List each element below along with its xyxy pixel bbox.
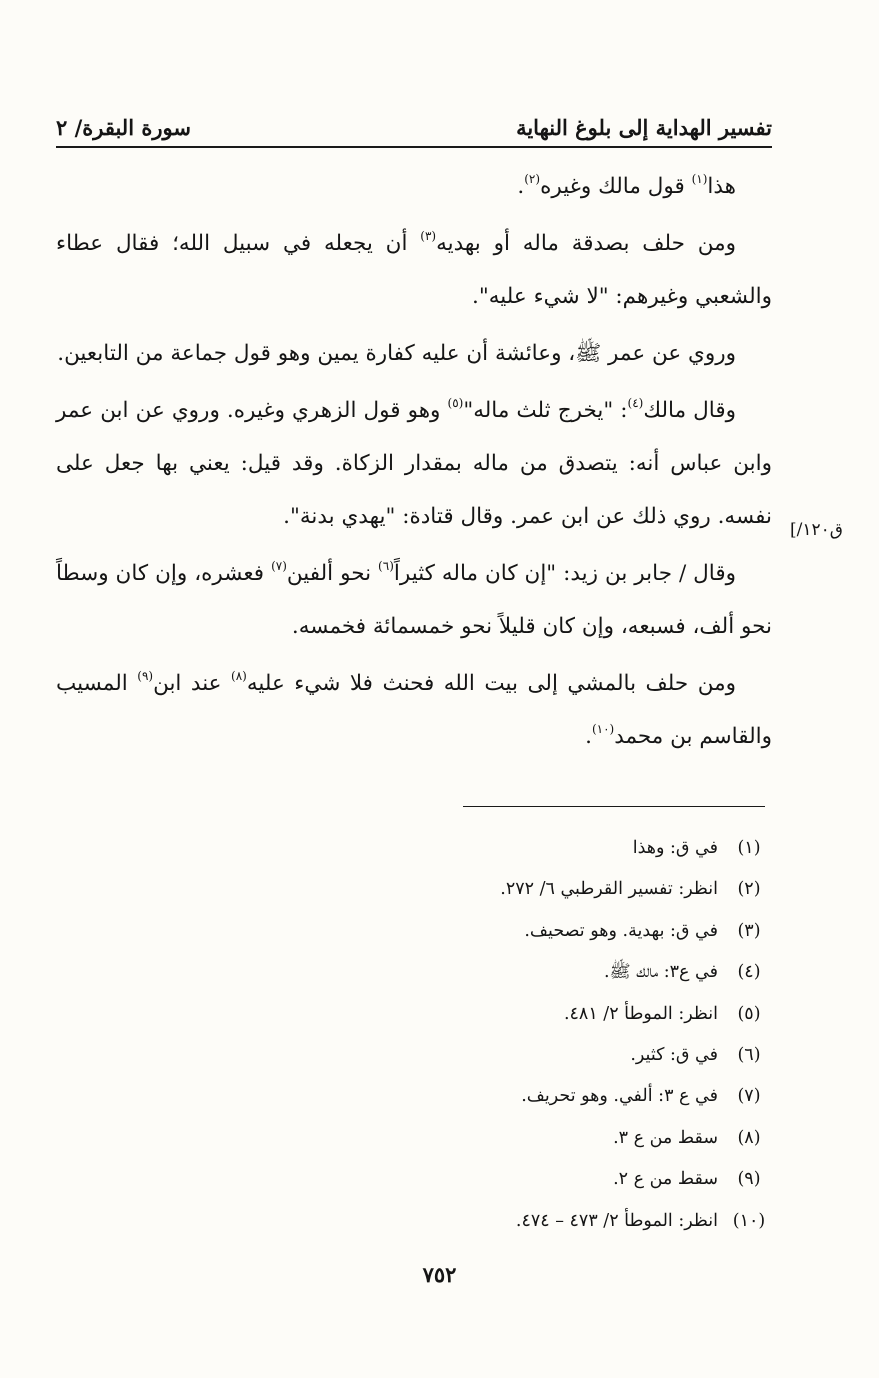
main-text — [56, 160, 772, 767]
footnote-text: في ع٣: مالك ﷺ. — [603, 962, 718, 983]
footnote-number: (٢) — [737, 879, 761, 900]
footnote-number: (٨) — [737, 1127, 761, 1148]
paragraph-2: ومن حلف بصدقة ماله أو بهديه$^{(٣)}$ أن يجعله في سبيل الله؛ فقال عطاء والشعبي وغيرهم: "لا شيء عليه". — [56, 229, 772, 309]
footnote-ref-7: (٧) — [271, 559, 287, 573]
footnote-item — [56, 869, 772, 910]
running-header — [56, 100, 772, 140]
footnote-number: (٦) — [737, 1045, 761, 1066]
footnote-separator — [463, 806, 765, 807]
footnote-item — [56, 1201, 772, 1242]
surah-title: سورة البقرة/ ٢ — [56, 115, 191, 140]
footnote-item — [56, 1118, 772, 1159]
footnote-text: سقط من ع ٣. — [613, 1127, 718, 1148]
manuscript-folio-marker: ق١٢٠/] — [790, 520, 843, 540]
footnote-ref-6: (٦) — [378, 559, 394, 573]
footnote-item — [56, 1076, 772, 1117]
footnote-number: (١٠) — [732, 1210, 766, 1231]
footnote-number: (١) — [737, 838, 761, 858]
footnote-item — [56, 952, 772, 993]
footnote-text: انظر: الموطأ ٢/ ٤٧٣ – ٤٧٤. — [515, 1210, 718, 1231]
footnote-number: (٩) — [737, 1169, 761, 1190]
footnote-ref-1: (١) — [691, 172, 708, 186]
footnote-ref-5: (٥) — [447, 396, 464, 410]
footnote-text: انظر: الموطأ ٢/ ٤٨١. — [563, 1003, 718, 1024]
paragraph-4: وقال مالك$^{(٤)}$: "يخرج ثلث ماله"$^{(٥)}$ وهو قول الزهري وغيره. وروي عن ابن عمر وابن عباس أنه: يتصدق من ماله بمقدار الزكاة. وقد قيل: يعني بها جعل على نفسه. روي ذلك عن ابن عمر. وقال قتادة: "يهدي بدنة". — [56, 396, 772, 529]
paragraph-1: هذا$^{(١)}$ قول مالك وغيره$^{(٢)}$. — [517, 172, 736, 199]
footnote-ref-8: (٨) — [231, 669, 247, 683]
footnote-text: في ق: كثير. — [630, 1045, 718, 1066]
footnote-number: (٣) — [737, 920, 761, 941]
footnote-text: انظر: تفسير القرطبي ٦/ ٢٧٢. — [500, 879, 718, 900]
page-number: ٧٥٢ — [422, 1262, 457, 1287]
header-rule — [56, 146, 772, 148]
footnote-text: سقط من ع ٢. — [613, 1169, 718, 1190]
paragraph-3: وروي عن عمر ﷺ، وعائشة أن عليه كفارة يمين وهو قول جماعة من التابعين. — [57, 341, 736, 366]
footnote-item — [56, 828, 772, 869]
footnote-ref-3: (٣) — [420, 229, 437, 243]
footnote-ref-2: (٢) — [524, 172, 541, 186]
footnote-ref-4: (٤) — [627, 396, 644, 410]
paragraph-6: ومن حلف بالمشي إلى بيت الله فحنث فلا شيء عليه$^{(٨)}$ عند ابن$^{(٩)}$ المسيب والقاسم بن محمد$^{(١٠)}$. — [56, 669, 772, 749]
footnote-number: (٥) — [737, 1003, 761, 1024]
footnote-number: (٤) — [737, 962, 761, 983]
paragraph-5: وقال / جابر بن زيد: "إن كان ماله كثيراً$^{(٦)}$ نحو ألفين$^{(٧)}$ فعشره، وإن كان وسطاً نحو ألف، فسبعه، وإن كان قليلاً نحو خمسمائة فخمسه. — [56, 559, 772, 639]
footnote-ref-9: (٩) — [137, 669, 154, 683]
footnote-number: (٧) — [737, 1086, 761, 1107]
footnote-item — [56, 994, 772, 1035]
footnote-ref-10: (١٠) — [591, 722, 615, 736]
footnote-text: في ع ٣: ألفي. وهو تحريف. — [521, 1086, 718, 1107]
footnote-text: في ق: بهدية. وهو تصحيف. — [524, 920, 718, 941]
footnotes — [56, 828, 772, 1242]
footnote-text: في ق: وهذا — [632, 838, 718, 858]
footnote-item — [56, 1159, 772, 1200]
footnote-item — [56, 1035, 772, 1076]
book-title: تفسير الهداية إلى بلوغ النهاية — [516, 115, 772, 140]
footnote-item — [56, 911, 772, 952]
